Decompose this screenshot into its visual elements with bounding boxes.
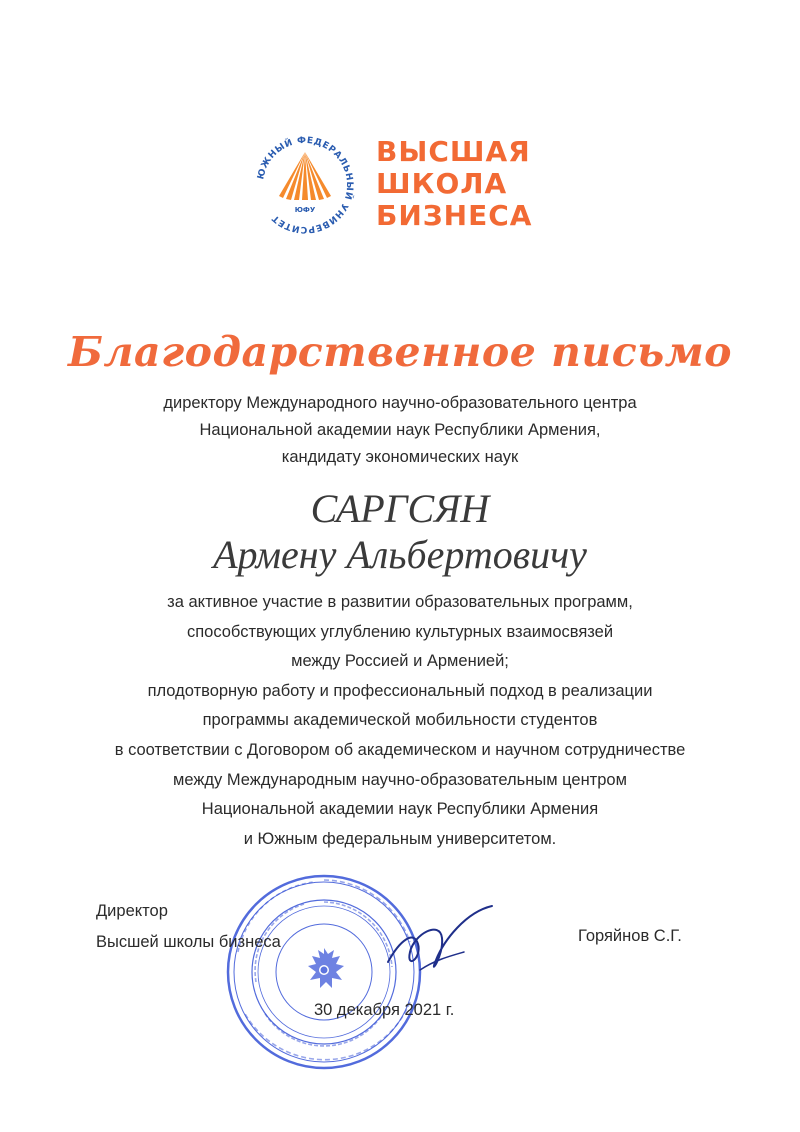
- reason-line: и Южным федеральным университетом.: [243, 829, 557, 848]
- brand-line: ВЫСШАЯ: [376, 135, 531, 168]
- reason-block: [0, 588, 800, 854]
- signatory-position: [96, 896, 281, 958]
- brand-line: БИЗНЕСА: [376, 199, 533, 232]
- reason-line: программы академической мобильности студентов: [202, 711, 598, 730]
- given-name: Армену Альбертовичу: [213, 532, 587, 577]
- signatory-name: Горяйнов С.Г.: [578, 927, 682, 945]
- logo: [250, 130, 540, 240]
- recipient-block: [0, 390, 800, 471]
- reason-line: плодотворную работу и профессиональный подход в реализации: [147, 681, 653, 700]
- position-line: Высшей школы бизнеса: [96, 933, 281, 951]
- reason-line: за активное участие в развитии образовательных программ,: [167, 593, 633, 611]
- brand-name: [376, 136, 532, 232]
- university-emblem-icon: [250, 130, 360, 240]
- reason-line: между Россией и Арменией;: [291, 652, 509, 671]
- position-line: Директор: [96, 902, 168, 920]
- recipient-line: Национальной академии наук Республики Армения,: [199, 421, 601, 439]
- recipient-name: [0, 486, 800, 578]
- recipient-line: кандидату экономических наук: [281, 448, 519, 466]
- reason-line: в соответствии с Договором об академическом и научном сотрудничестве: [114, 740, 686, 759]
- reason-line: способствующих углублению культурных взаимосвязей: [186, 622, 614, 641]
- reason-line: между Международным научно-образовательным центром: [173, 770, 627, 789]
- letter-title: Благодарственное письмо: [67, 328, 733, 376]
- handwritten-signature: [380, 900, 500, 990]
- issue-date: 30 декабря 2021 г.: [314, 1001, 455, 1019]
- recipient-line: директору Международного научно-образовательного центра: [163, 394, 637, 412]
- brand-line: ШКОЛА: [376, 167, 508, 200]
- surname: САРГСЯН: [310, 486, 490, 531]
- emblem-center-text: ЮФУ: [294, 206, 316, 214]
- emblem-ring-text: ЮЖНЫЙ ФЕДЕРАЛЬНЫЙ УНИВЕРСИТЕТ: [256, 135, 355, 235]
- reason-line: Национальной академии наук Республики Армения: [201, 800, 599, 819]
